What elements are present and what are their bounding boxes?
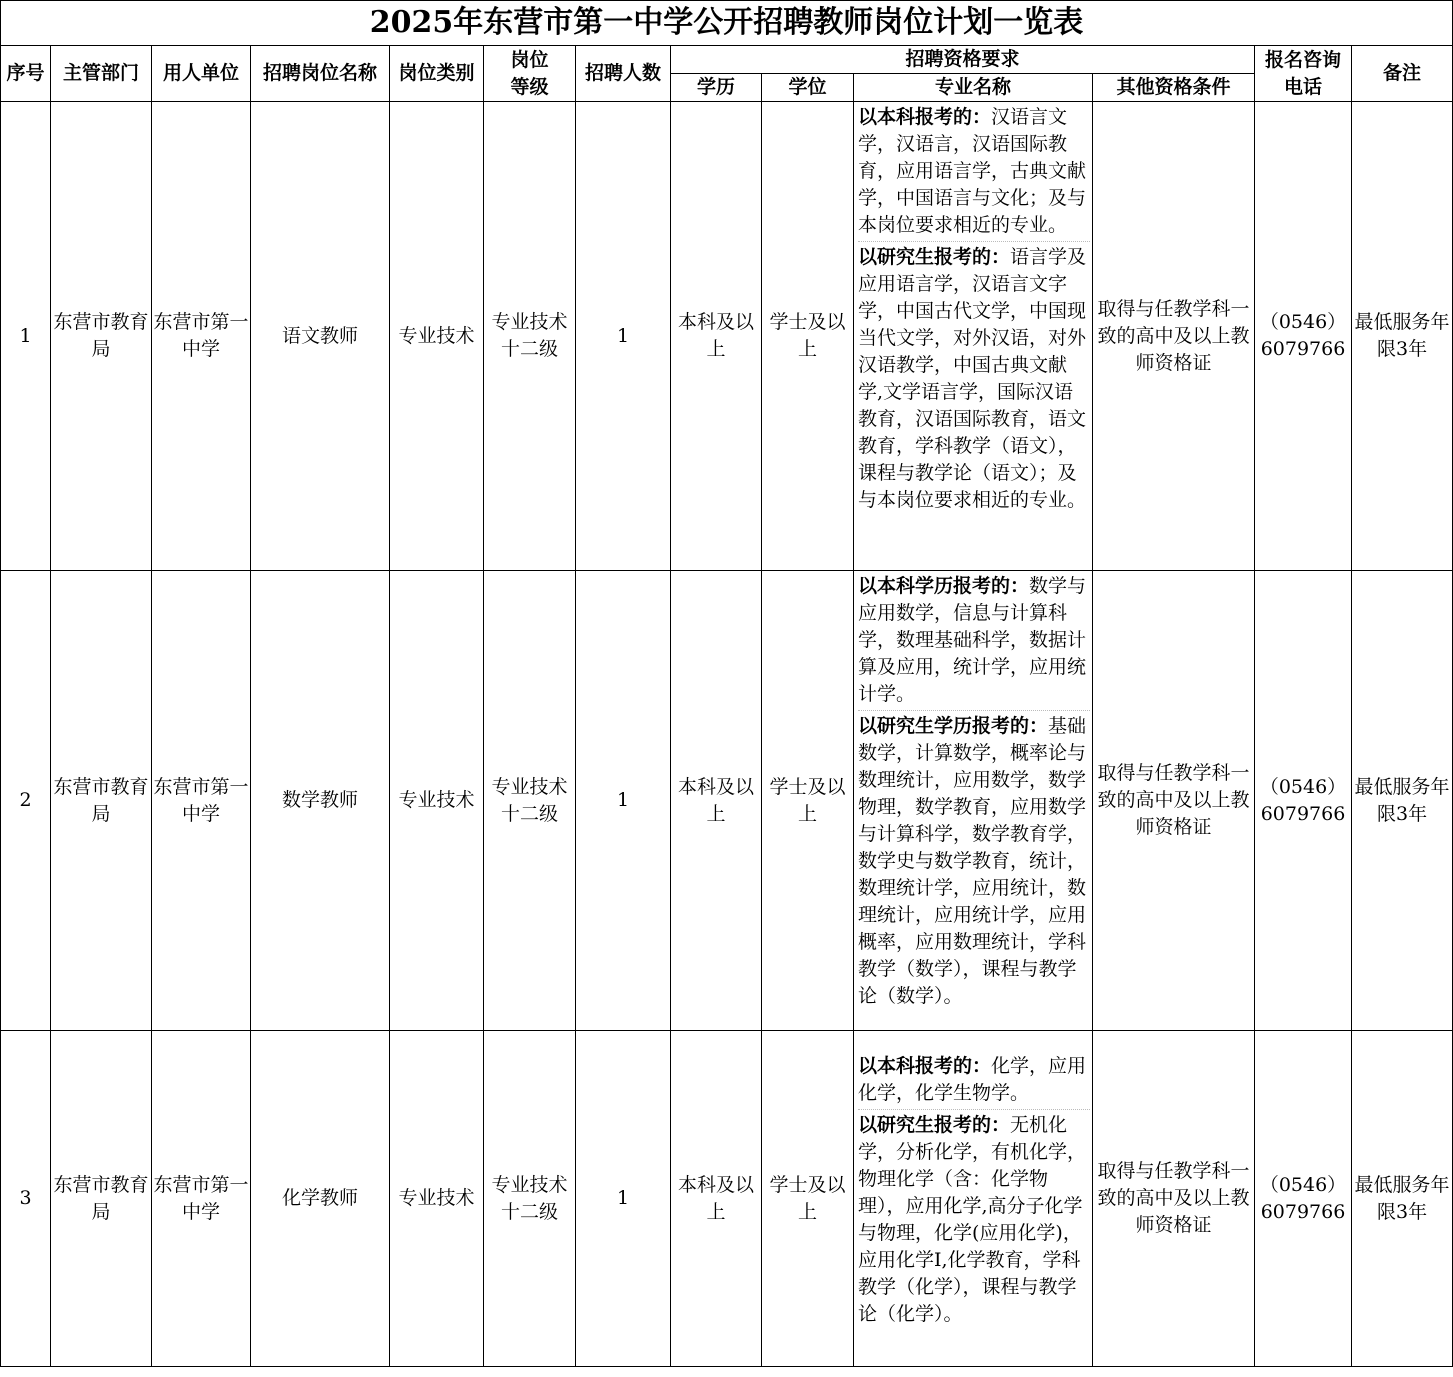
major-undergrad-text: 化学，应用化学，化学生物学。	[858, 1055, 1087, 1104]
major-undergrad	[858, 104, 1090, 239]
header-other: 其他资格条件	[1093, 74, 1255, 102]
header-phone-line2: 电话	[1283, 75, 1322, 98]
header-requirements: 招聘资格要求	[671, 46, 1255, 74]
cell-degree: 学士及以上	[762, 1031, 854, 1367]
cell-post-type: 专业技术	[390, 1031, 484, 1367]
cell-major	[854, 102, 1093, 571]
major-grad	[858, 1109, 1090, 1328]
major-grad-label: 以研究生报考的：	[858, 1114, 1011, 1136]
major-undergrad-text: 数学与应用数学，信息与计算科学，数理基础科学，数据计算及应用，统计学，应用统计学。	[858, 575, 1087, 705]
cell-post-name: 化学教师	[251, 1031, 390, 1367]
cell-remark: 最低服务年限3年	[1352, 1031, 1453, 1367]
cell-post-level: 专业技术十二级	[484, 102, 576, 571]
major-undergrad-label: 以本科报考的：	[858, 1055, 992, 1077]
cell-dept: 东营市教育局	[51, 571, 152, 1031]
major-undergrad-label: 以本科学历报考的：	[858, 575, 1030, 597]
table-row	[1, 571, 1453, 1031]
major-grad-label: 以研究生学历报考的：	[858, 715, 1049, 737]
major-grad	[858, 710, 1090, 1010]
table-title: 2025年东营市第一中学公开招聘教师岗位计划一览表	[1, 1, 1453, 46]
cell-education: 本科及以上	[671, 571, 762, 1031]
major-grad-text: 无机化学，分析化学，有机化学，物理化学（含：化学物理），应用化学,高分子化学与物理，化学(应用化学)， 应用化学Ⅰ,化学教育，学科教学（化学），课程与教学论（化学）。	[858, 1114, 1087, 1325]
cell-post-level: 专业技术十二级	[484, 571, 576, 1031]
major-grad-label: 以研究生报考的：	[858, 246, 1011, 268]
cell-other: 取得与任教学科一致的高中及以上教师资格证	[1093, 1031, 1255, 1367]
major-undergrad	[858, 573, 1090, 708]
major-grad	[858, 241, 1090, 514]
cell-unit: 东营市第一中学	[152, 102, 251, 571]
cell-dept: 东营市教育局	[51, 102, 152, 571]
cell-count: 1	[576, 1031, 671, 1367]
cell-degree: 学士及以上	[762, 571, 854, 1031]
header-post-name: 招聘岗位名称	[251, 46, 390, 102]
header-post-type: 岗位类别	[390, 46, 484, 102]
cell-unit: 东营市第一中学	[152, 571, 251, 1031]
cell-other: 取得与任教学科一致的高中及以上教师资格证	[1093, 571, 1255, 1031]
cell-other: 取得与任教学科一致的高中及以上教师资格证	[1093, 102, 1255, 571]
cell-post-name: 数学教师	[251, 571, 390, 1031]
major-grad-text: 语言学及应用语言学，汉语言文字学，中国古代文学，中国现当代文学，对外汉语，对外汉语教学，中国古典文献学,文学语言学，国际汉语教育，汉语国际教育，语文教育，学科教学（语文），课程与教学论（语文）；及与本岗位要求相近的专业。	[858, 246, 1087, 511]
header-education: 学历	[671, 74, 762, 102]
cell-unit: 东营市第一中学	[152, 1031, 251, 1367]
major-undergrad-label: 以本科报考的：	[858, 106, 992, 128]
header-post-level-line1: 岗位	[510, 48, 549, 71]
table-row	[1, 102, 1453, 571]
cell-post-type: 专业技术	[390, 571, 484, 1031]
cell-count: 1	[576, 571, 671, 1031]
cell-major	[854, 1031, 1093, 1367]
header-major: 专业名称	[854, 74, 1093, 102]
header-phone	[1255, 46, 1352, 102]
header-seq: 序号	[1, 46, 51, 102]
major-grad-text: 基础数学，计算数学，概率论与数理统计，应用数学，数学物理，数学教育，应用数学与计算科学，数学教育学，数学史与数学教育，统计，数理统计学，应用统计，数理统计，应用统计学，应用概率，应用数理统计，学科教学（数学），课程与教学论（数学）。	[858, 715, 1087, 1007]
header-dept: 主管部门	[51, 46, 152, 102]
header-unit: 用人单位	[152, 46, 251, 102]
cell-remark: 最低服务年限3年	[1352, 102, 1453, 571]
header-count: 招聘人数	[576, 46, 671, 102]
major-undergrad	[858, 1053, 1090, 1107]
table-row	[1, 1031, 1453, 1367]
major-undergrad-text: 汉语言文学，汉语言，汉语国际教育，应用语言学，古典文献学，中国语言与文化；及与本岗位要求相近的专业。	[858, 106, 1087, 236]
cell-major	[854, 571, 1093, 1031]
header-post-level-line2: 等级	[510, 75, 549, 98]
cell-phone: （0546）6079766	[1255, 571, 1352, 1031]
cell-education: 本科及以上	[671, 1031, 762, 1367]
header-phone-line1: 报名咨询	[1264, 48, 1341, 71]
cell-degree: 学士及以上	[762, 102, 854, 571]
cell-phone: （0546）6079766	[1255, 1031, 1352, 1367]
header-remark: 备注	[1352, 46, 1453, 102]
cell-seq: 2	[1, 571, 51, 1031]
cell-post-level: 专业技术十二级	[484, 1031, 576, 1367]
cell-post-name: 语文教师	[251, 102, 390, 571]
cell-phone: （0546）6079766	[1255, 102, 1352, 571]
cell-post-type: 专业技术	[390, 102, 484, 571]
cell-dept: 东营市教育局	[51, 1031, 152, 1367]
cell-remark: 最低服务年限3年	[1352, 571, 1453, 1031]
header-degree: 学位	[762, 74, 854, 102]
cell-count: 1	[576, 102, 671, 571]
cell-seq: 3	[1, 1031, 51, 1367]
cell-education: 本科及以上	[671, 102, 762, 571]
cell-seq: 1	[1, 102, 51, 571]
header-post-level	[484, 46, 576, 102]
